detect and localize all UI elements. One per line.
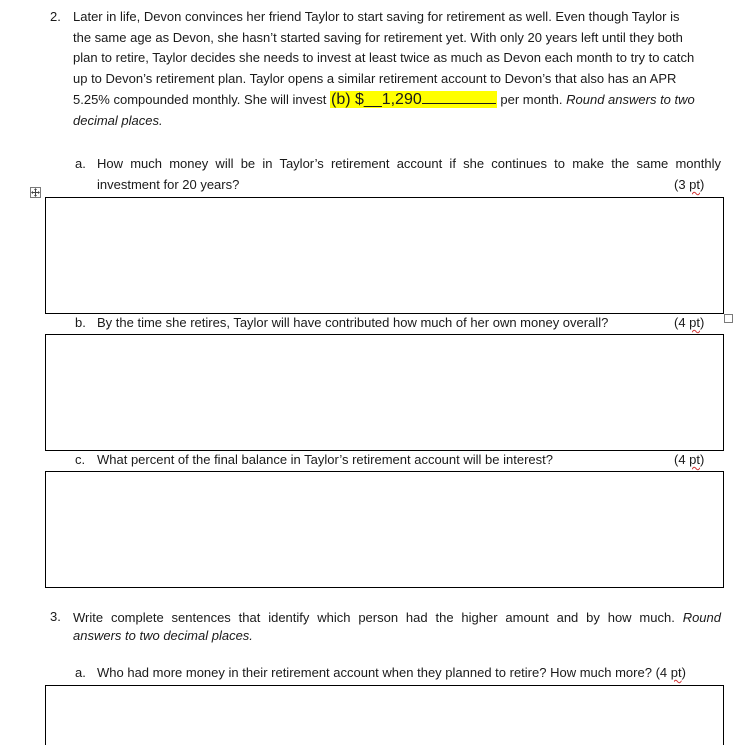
- points-unit: pt: [689, 452, 701, 467]
- answer-box-b[interactable]: [45, 334, 724, 451]
- points-suffix: ): [681, 665, 686, 680]
- round-note-part-1: Round answers to two: [566, 92, 695, 107]
- line-5-suffix: per month.: [496, 92, 567, 107]
- question-2-line-5: [73, 89, 721, 111]
- question-3-sub-a-line-1: [97, 665, 686, 680]
- sub-question-c-letter: c.: [75, 452, 86, 467]
- sub-question-a-letter: a.: [75, 156, 86, 171]
- question-2-line-3: plan to retire, Taylor decides she needs to invest at least twice as much as Devon each month to try to catch: [73, 50, 695, 65]
- question-3-line-1: [73, 609, 721, 627]
- answer-box-c[interactable]: [45, 471, 724, 588]
- points-prefix: (4: [655, 665, 671, 680]
- question-3-sub-a-letter: a.: [75, 665, 86, 680]
- points-prefix: (3: [674, 177, 690, 192]
- question-3-line-1-normal: Write complete sentences that identify which person had the higher amount and by how much.: [73, 610, 683, 625]
- answer-blank-line: [422, 89, 496, 104]
- sub-question-c-points: [674, 452, 704, 467]
- points-unit: pt: [689, 315, 701, 330]
- answer-box-3a[interactable]: [45, 685, 724, 745]
- question-2-line-4: up to Devon’s retirement plan. Taylor opens a similar retirement account to Devon’s that also has an APR: [73, 70, 677, 86]
- question-3-line-1-italic: Round: [682, 610, 721, 625]
- question-2-line-2: the same age as Devon, she hasn’t started saving for retirement yet. With only 20 years left until they both: [73, 29, 683, 45]
- line-5-prefix: 5.25% compounded monthly. She will invest: [73, 92, 331, 107]
- move-arrows-icon[interactable]: [30, 187, 41, 198]
- points-unit: pt: [670, 665, 682, 680]
- round-note-part-2: decimal places.: [73, 112, 163, 128]
- question-3-sub-a-text: Who had more money in their retirement account when they planned to retire? How much more?: [97, 665, 656, 680]
- question-2-number: 2.: [50, 9, 61, 24]
- question-2-line-1: Later in life, Devon convinces her friend Taylor to start saving for retirement as well. Even though Taylor is: [73, 9, 680, 24]
- points-prefix: (4: [674, 315, 690, 330]
- resize-square-icon[interactable]: [724, 314, 733, 323]
- sub-question-b-line-1: By the time she retires, Taylor will have contributed how much of her own money overall?: [97, 315, 609, 330]
- sub-question-a-points: [674, 177, 704, 192]
- points-unit: pt: [689, 177, 701, 192]
- points-prefix: (4: [674, 452, 690, 467]
- sub-question-a-line-2: investment for 20 years?: [97, 177, 240, 192]
- question-3-number: 3.: [50, 609, 61, 624]
- highlighted-answer[interactable]: [330, 91, 497, 108]
- sub-question-a-line-1: How much money will be in Taylor’s retirement account if she continues to make the same monthly: [97, 156, 721, 171]
- highlighted-answer-text: (b) $__1,290: [331, 91, 422, 108]
- question-2-text: [73, 7, 721, 131]
- sub-question-b-letter: b.: [75, 315, 86, 330]
- answer-box-a[interactable]: [45, 197, 724, 314]
- sub-question-c-line-1: What percent of the final balance in Taylor’s retirement account will be interest?: [97, 452, 553, 467]
- question-3-text: [73, 609, 721, 645]
- sub-question-b-points: [674, 315, 704, 330]
- points-suffix: ): [700, 452, 705, 467]
- question-3-line-2: answers to two decimal places.: [73, 628, 253, 643]
- points-suffix: ): [700, 315, 705, 330]
- points-suffix: ): [700, 177, 705, 192]
